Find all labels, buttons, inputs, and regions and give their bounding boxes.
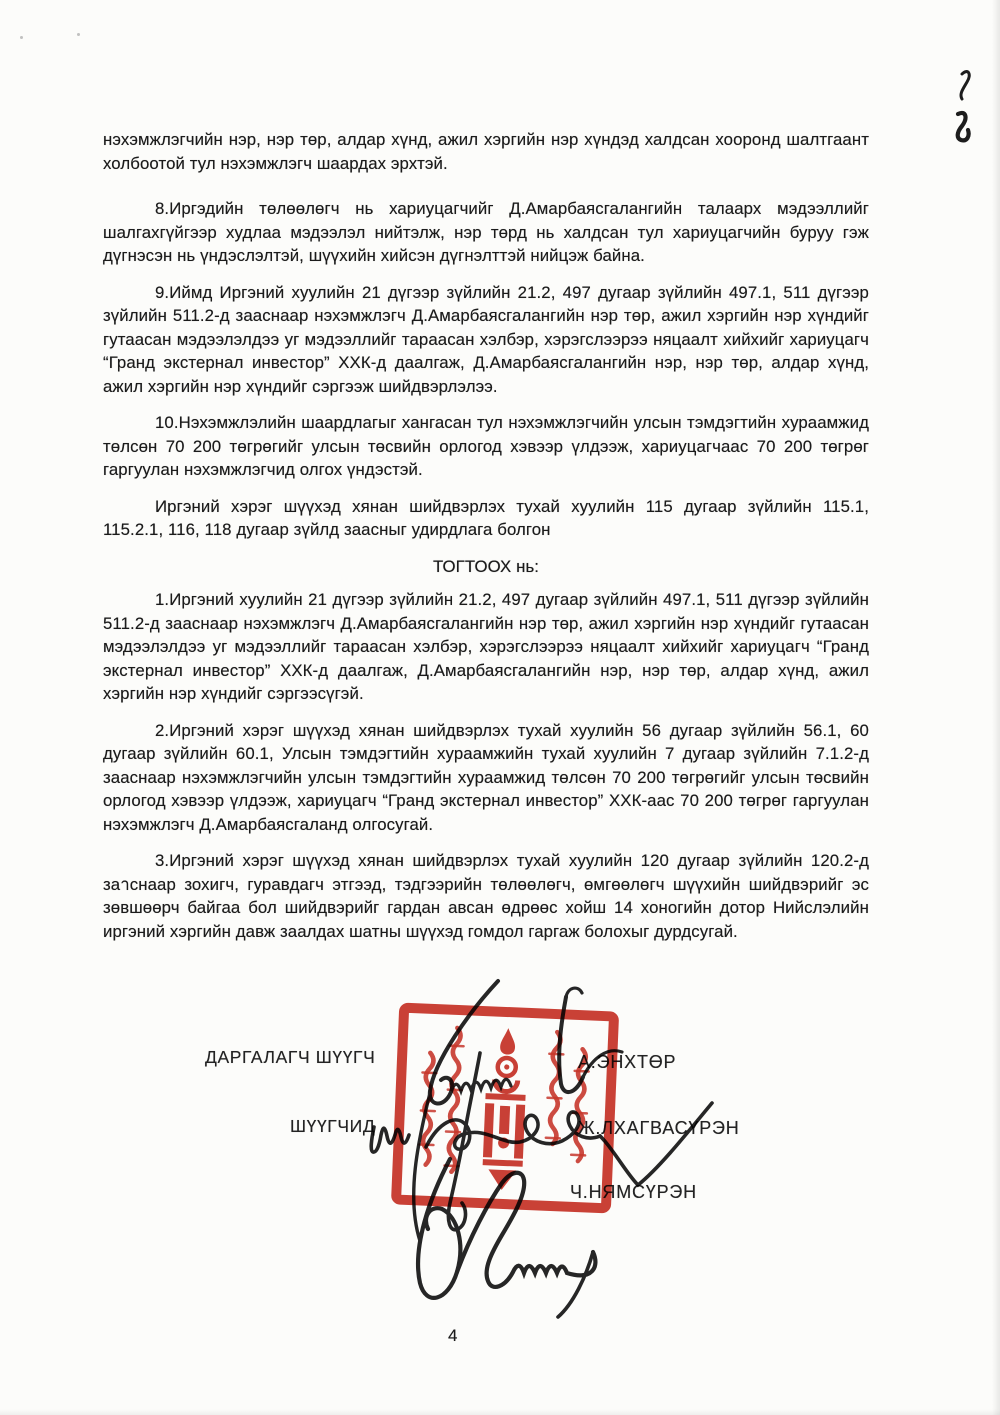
signature-judge-2 <box>418 1159 595 1317</box>
paragraph-9: 9.Иймд Иргэний хуулийн 21 дүгээр зүйлийн 21.2, 497 дугаар зүйлийн 497.1, 511 дүгээр зүйлийн 511.2-д зааснаар нэхэмжлэгч Д.Амарбаясгалангийн нэр төр, ажил хэргийн нэр хүндийг гутаасан мэдээлэлдээ уг мэдээллийг тараасан хэлбэр, хэрэгслээрээ няцаалт хийхийг хариуцагч “Гранд экстернал инвестор” ХХК-д даалгаж, Д.Амарбаясгалангийн нэр, нэр төр, алдар хүнд, ажил хэргийн нэр хүндийг сэргээж шийдвэрлэлээ. <box>103 282 869 396</box>
scan-speck <box>20 36 23 39</box>
judge-name-1: Ж.ЛХАГВАСҮРЭН <box>578 1118 740 1138</box>
presiding-judge-name: А.ЭНХТӨР <box>578 1052 677 1072</box>
paragraph-continuation: нэхэмжлэгчийн нэр, нэр төр, алдар хүнд, ажил хэргийн нэр хүндэд халдсан хооронд шалтгаант холбоотой тул нэхэмжлэгч шаардах эрхтэй. <box>103 130 869 173</box>
signature-judge-1 <box>371 1053 712 1230</box>
paragraph-10: 10.Нэхэмжлэлийн шаардлагыг хангасан тул нэхэмжлэгчийн улсын тэмдэгтийн хураамжид төлсөн 70 200 төгрөгийг улсын төсвийн орлогод хэвээр үлдээж, хариуцагчаас 70 200 төгрөг гаргуулан нэхэмжлэгчид олгох үндэстэй. <box>103 413 869 479</box>
judges-label: ШҮҮГЧИД <box>290 1116 376 1136</box>
ink-marks-icon <box>938 62 982 152</box>
paragraph-8: 8.Иргэдийн төлөөлөгч нь хариуцагчийг Д.Амарбаясгалангийн талаарх мэдээллийг шалгахгүйгээр худлаа мэдээлэл нийтэлж, нэр төрд нь халдсан тул хариуцагчийн буруу гэж дүгнэсэн нь үндэслэлтэй, шүүхийн хийсэн дүгнэлттэй нийцэж байна. <box>103 199 869 265</box>
resolution-1: 1.Иргэний хуулийн 21 дүгээр зүйлийн 21.2, 497 дугаар зүйлийн 497.1, 511 дүгээр зүйлийн 511.2-д зааснаар нэхэмжлэгч Д.Амарбаясгалангийн нэр төр, ажил хэргийн нэр хүндийг гутаасан мэдээлэлдээ уг мэдээллийг тараасан хэлбэр, хэрэгслээрээ няцаалт хийхийг хариуцагч “Гранд экстернал инвестор” ХХК-д даалгаж, Д.Амарбаясгалангийн нэр, нэр төр, алдар хүнд, ажил хэргийн нэр хүндийг сэргээсүгэй. <box>103 590 869 703</box>
resolution-heading: ТОГТООХ нь: <box>432 556 540 576</box>
signatures-overlay <box>330 945 810 1335</box>
scan-edge-shadow <box>0 1409 1000 1415</box>
judge-name-2: Ч.НЯМСҮРЭН <box>570 1182 697 1202</box>
scan-edge-shadow <box>992 0 1000 1415</box>
resolution-2: 2.Иргэний хэрэг шүүхэд хянан шийдвэрлэх тухай хуулийн 56 дугаар зүйлийн 56.1, 60 дугаар зүйлийн 60.1, Улсын тэмдэгтийн хураамжийн тухай хуулийн 7 дугаар зүйлийн 7.1.2-д зааснаар нэхэмжлэгчийн улсын тэмдэгтийн хураамжид төлсөн 70 200 төгрөгийг улсын төсвийн орлогод хэвээр үлдээж, хариуцагч “Гранд экстернал инвестор” ХХК-аас 70 200 төгрөг гаргуулан нэхэмжлэгч Д.Амарбаясгаланд олгосугай. <box>103 720 869 834</box>
page-number: 4 <box>448 1326 458 1345</box>
document-body <box>103 128 869 956</box>
resolution-3: 3.Иргэний хэрэг шүүхэд хянан шийдвэрлэх тухай хуулийн 120 дугаар зүйлийн 120.2-д заาснаар зохигч, гуравдагч этгээд, тэдгээрийн төлөөлөгч, өмгөөлөгч шүүхийн шийдвэрийг эс зөвшөөрч байгаа бол шийдвэрийг гардан авсан өдрөөс хойш 14 хоногийн дотор Нийслэлийн иргэний хэргийн давж заалдах шатны шүүхэд гомдол гаргаж болохыг дурдсугай. <box>103 851 869 941</box>
presiding-judge-label: ДАРГАЛАГЧ ШҮҮГЧ <box>205 1047 376 1067</box>
scan-speck <box>77 33 80 36</box>
paragraph-legal-basis: Иргэний хэрэг шүүхэд хянан шийдвэрлэх тухай хуулийн 115 дугаар зүйлийн 115.1, 115.2.1, 116, 118 дугаар зүйлд заасныг удирдлага болгон <box>103 496 869 539</box>
